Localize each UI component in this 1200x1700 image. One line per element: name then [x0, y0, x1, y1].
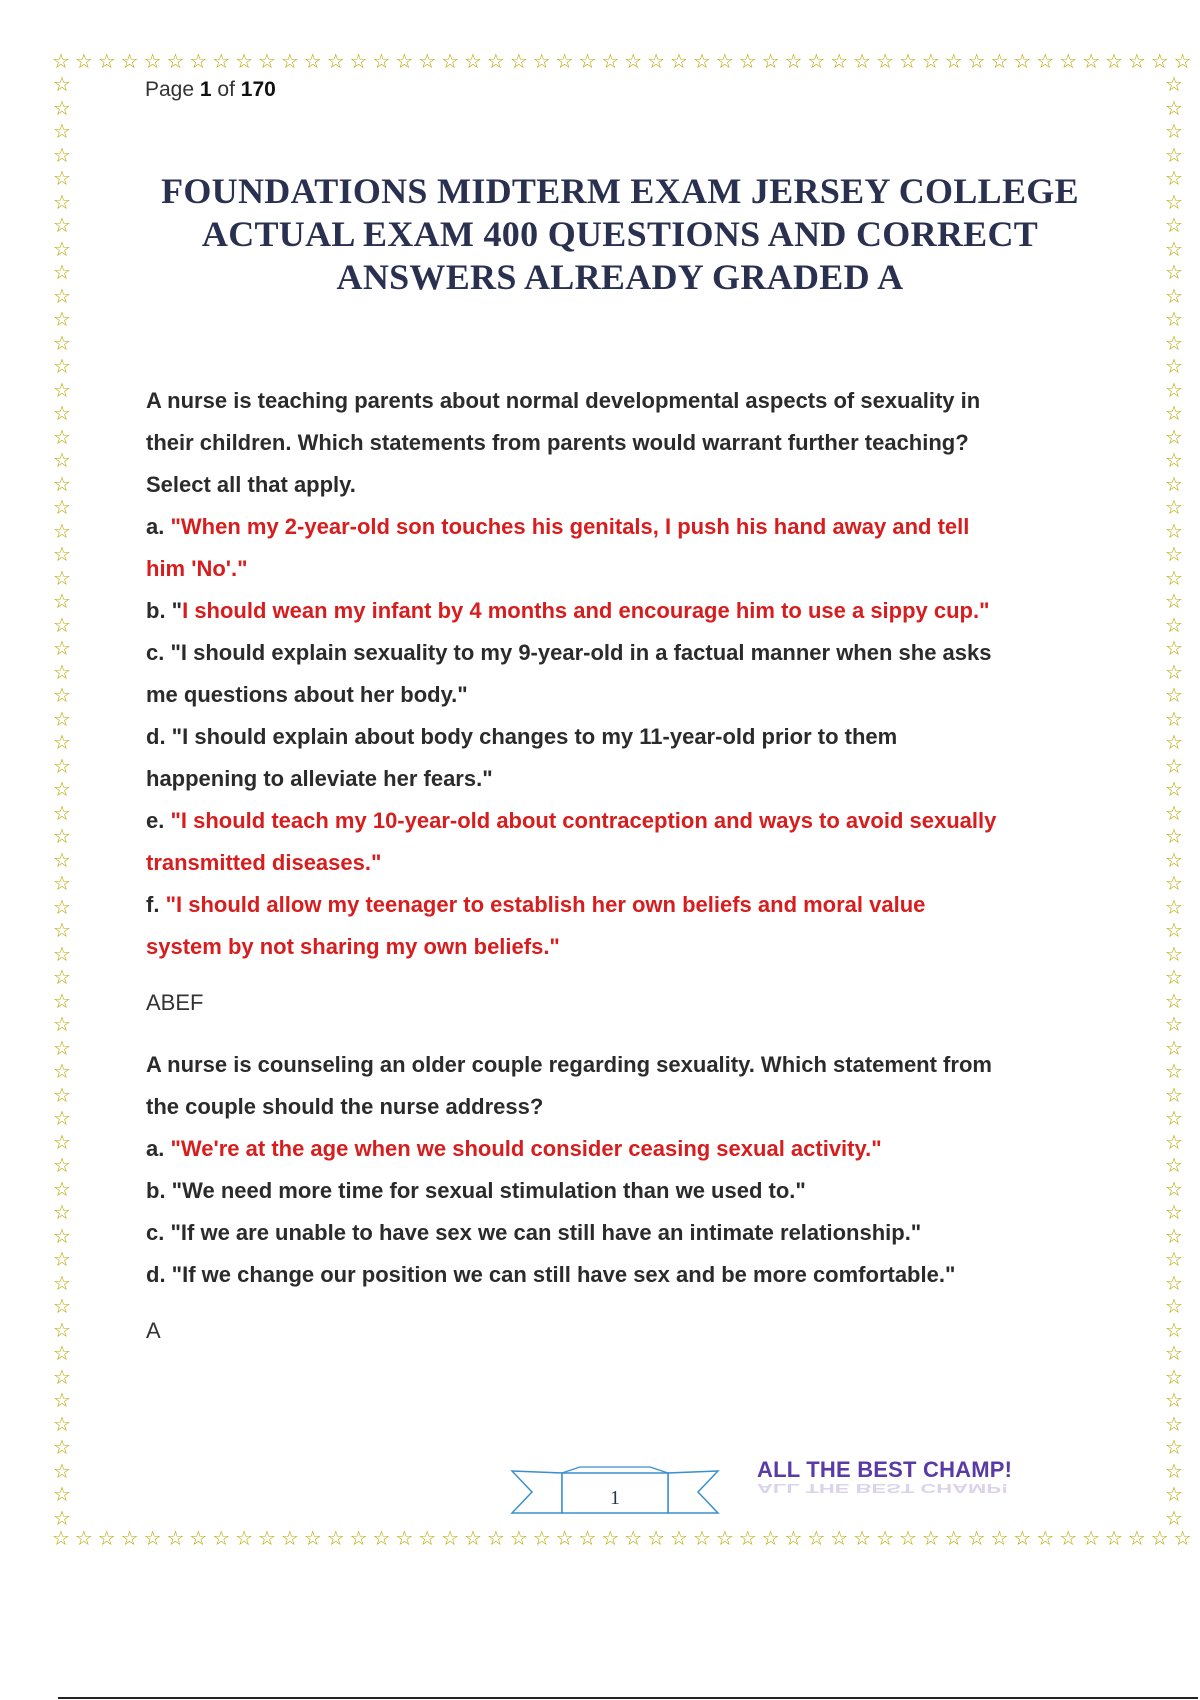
star-icon: ☆: [1165, 74, 1183, 96]
star-icon: ☆: [53, 1082, 71, 1107]
star-icon: ☆: [53, 1411, 71, 1436]
star-icon: ☆: [1165, 518, 1183, 543]
star-icon: ☆: [53, 988, 71, 1013]
title-line-1: FOUNDATIONS MIDTERM EXAM JERSEY COLLEGE: [161, 171, 1079, 211]
star-icon: ☆: [53, 1153, 71, 1177]
option-d-continued: happening to alleviate her fears.": [146, 766, 493, 791]
star-icon: ☆: [303, 51, 322, 73]
question-1-stem-line: Select all that apply.: [146, 472, 356, 497]
star-icon: ☆: [990, 1528, 1009, 1550]
star-icon: ☆: [53, 706, 71, 731]
star-icon: ☆: [280, 51, 299, 73]
star-icon: ☆: [53, 1294, 71, 1318]
star-icon: ☆: [464, 51, 482, 73]
star-border-left: [53, 74, 77, 1528]
star-icon: ☆: [189, 51, 208, 73]
star-icon: ☆: [853, 1528, 872, 1550]
star-icon: ☆: [738, 51, 757, 73]
star-icon: ☆: [53, 1505, 71, 1528]
star-icon: ☆: [143, 1528, 162, 1550]
star-icon: ☆: [1036, 51, 1055, 73]
star-icon: ☆: [1165, 354, 1183, 378]
star-icon: ☆: [555, 51, 574, 73]
star-icon: ☆: [1165, 95, 1183, 120]
star-icon: ☆: [53, 871, 71, 895]
star-icon: ☆: [97, 51, 116, 73]
star-icon: ☆: [1165, 730, 1183, 754]
star-icon: ☆: [53, 1435, 71, 1459]
star-icon: ☆: [372, 51, 391, 73]
star-icon: ☆: [784, 51, 803, 73]
star-icon: ☆: [53, 1012, 71, 1036]
title-line-3: ANSWERS ALREADY GRADED A: [336, 257, 904, 297]
star-icon: ☆: [1059, 51, 1078, 73]
exam-content: [146, 380, 1106, 1372]
star-icon: ☆: [53, 612, 71, 637]
star-icon: ☆: [1165, 542, 1183, 566]
star-icon: ☆: [418, 1528, 437, 1550]
option-letter: d.: [146, 1262, 172, 1287]
star-icon: ☆: [1165, 1270, 1183, 1295]
star-icon: ☆: [807, 1528, 826, 1550]
star-icon: ☆: [235, 1528, 254, 1550]
star-icon: ☆: [1165, 1411, 1183, 1436]
star-icon: ☆: [1165, 988, 1183, 1013]
option-text: "I should explain sexuality to my 9-year-old in a factual manner when she asks: [170, 640, 992, 665]
option-text: "I should explain about body changes to my 11-year-old prior to them: [171, 724, 898, 749]
star-icon: ☆: [143, 51, 162, 73]
star-icon: ☆: [1165, 824, 1183, 848]
star-icon: ☆: [944, 51, 963, 73]
star-icon: ☆: [53, 753, 71, 778]
star-icon: ☆: [1165, 330, 1183, 355]
star-icon: ☆: [120, 51, 139, 73]
star-icon: ☆: [876, 1528, 894, 1550]
star-icon: ☆: [830, 51, 849, 73]
star-icon: ☆: [830, 1528, 849, 1550]
star-icon: ☆: [715, 1528, 734, 1550]
star-icon: ☆: [1165, 777, 1183, 801]
page-indicator-of: of: [211, 78, 241, 101]
star-icon: ☆: [53, 1458, 71, 1483]
page-indicator-prefix: Page: [145, 78, 200, 101]
star-icon: ☆: [1165, 941, 1183, 966]
star-icon: ☆: [692, 51, 711, 73]
star-icon: ☆: [53, 119, 71, 143]
star-icon: ☆: [1165, 753, 1183, 778]
star-icon: ☆: [1165, 1153, 1183, 1177]
footer-page-number: 1: [610, 1487, 620, 1509]
star-icon: ☆: [53, 189, 71, 214]
star-icon: ☆: [1150, 51, 1169, 73]
star-icon: ☆: [53, 518, 71, 543]
star-icon: ☆: [1104, 1528, 1123, 1550]
star-icon: ☆: [1165, 142, 1183, 167]
star-icon: ☆: [326, 51, 345, 73]
star-icon: ☆: [53, 471, 71, 496]
star-icon: ☆: [1165, 471, 1183, 496]
option-e-continued: transmitted diseases.": [146, 850, 382, 875]
option-letter: a.: [146, 1136, 171, 1161]
star-icon: ☆: [53, 1388, 71, 1412]
star-icon: ☆: [1165, 401, 1183, 425]
star-icon: ☆: [52, 1528, 70, 1550]
option-letter: a.: [146, 514, 171, 539]
page-current: 1: [199, 78, 212, 101]
star-icon: ☆: [280, 1528, 299, 1550]
star-icon: ☆: [532, 51, 551, 73]
star-icon: ☆: [1165, 189, 1183, 214]
star-icon: ☆: [1165, 119, 1183, 143]
star-icon: ☆: [53, 847, 71, 872]
star-icon: ☆: [1173, 51, 1192, 73]
star-icon: ☆: [441, 51, 460, 73]
star-icon: ☆: [53, 1176, 71, 1201]
star-icon: ☆: [372, 1528, 391, 1550]
star-icon: ☆: [1165, 1388, 1183, 1412]
star-icon: ☆: [1165, 1176, 1183, 1201]
star-icon: ☆: [189, 1528, 208, 1550]
option-letter: f.: [146, 892, 166, 917]
option-d: [146, 716, 1106, 758]
star-icon: ☆: [464, 1528, 482, 1550]
star-icon: ☆: [1150, 1528, 1169, 1550]
star-icon: ☆: [1165, 1294, 1183, 1318]
star-icon: ☆: [967, 51, 986, 73]
star-icon: ☆: [53, 589, 71, 613]
star-icon: ☆: [1036, 1528, 1055, 1550]
star-icon: ☆: [486, 51, 505, 73]
star-icon: ☆: [1127, 51, 1146, 73]
star-icon: ☆: [1165, 236, 1183, 261]
star-icon: ☆: [670, 1528, 688, 1550]
star-icon: ☆: [1165, 260, 1183, 284]
option-letter: c.: [146, 640, 171, 665]
star-icon: ☆: [1165, 1364, 1183, 1389]
option-a-continued: him 'No'.": [146, 556, 248, 581]
star-icon: ☆: [53, 824, 71, 848]
star-icon: ☆: [97, 1528, 116, 1550]
option-c-continued: me questions about her body.": [146, 682, 468, 707]
star-icon: ☆: [258, 51, 276, 73]
star-icon: ☆: [1165, 871, 1183, 895]
star-icon: ☆: [692, 1528, 711, 1550]
option-b: [146, 590, 1106, 632]
star-icon: ☆: [761, 1528, 780, 1550]
star-icon: ☆: [578, 1528, 597, 1550]
star-icon: ☆: [53, 1223, 71, 1248]
star-icon: ☆: [1013, 1528, 1032, 1550]
option-a: [146, 1128, 1106, 1170]
option-text: "When my 2-year-old son touches his genitals, I push his hand away and tell: [170, 514, 970, 539]
star-icon: ☆: [53, 448, 71, 472]
star-icon: ☆: [1013, 51, 1032, 73]
star-icon: ☆: [1165, 1435, 1183, 1459]
star-icon: ☆: [349, 51, 368, 73]
star-icon: ☆: [53, 1106, 71, 1130]
star-icon: ☆: [624, 1528, 643, 1550]
star-icon: ☆: [1165, 589, 1183, 613]
star-icon: ☆: [486, 1528, 505, 1550]
star-icon: ☆: [807, 51, 826, 73]
star-icon: ☆: [1165, 1012, 1183, 1036]
star-icon: ☆: [53, 95, 71, 120]
star-icon: ☆: [853, 51, 872, 73]
star-icon: ☆: [53, 1364, 71, 1389]
star-icon: ☆: [509, 51, 528, 73]
option-c: [146, 1212, 1106, 1254]
star-icon: ☆: [258, 1528, 276, 1550]
option-letter: b.: [146, 1178, 172, 1203]
star-icon: ☆: [898, 1528, 917, 1550]
star-icon: ☆: [1082, 1528, 1101, 1550]
star-icon: ☆: [1165, 448, 1183, 472]
option-letter: c.: [146, 1220, 171, 1245]
star-icon: ☆: [395, 51, 414, 73]
star-icon: ☆: [53, 800, 71, 825]
star-icon: ☆: [1165, 800, 1183, 825]
star-icon: ☆: [1165, 495, 1183, 519]
star-icon: ☆: [326, 1528, 345, 1550]
star-icon: ☆: [1165, 1482, 1183, 1506]
star-icon: ☆: [647, 1528, 666, 1550]
star-icon: ☆: [53, 918, 71, 942]
star-icon: ☆: [647, 51, 666, 73]
star-icon: ☆: [1165, 166, 1183, 190]
star-icon: ☆: [53, 730, 71, 754]
star-icon: ☆: [53, 565, 71, 590]
star-icon: ☆: [53, 1317, 71, 1342]
question-2-stem-line: A nurse is counseling an older couple regarding sexuality. Which statement from: [146, 1052, 992, 1077]
star-icon: ☆: [944, 1528, 963, 1550]
question-2: [146, 1044, 1106, 1346]
star-icon: ☆: [53, 1341, 71, 1365]
star-icon: ☆: [349, 1528, 368, 1550]
star-icon: ☆: [1165, 1223, 1183, 1248]
option-text: "We're at the age when we should consider ceasing sexual activity.": [170, 1136, 882, 1161]
star-icon: ☆: [53, 166, 71, 190]
star-icon: ☆: [53, 283, 71, 308]
page-bottom-rule: [58, 1697, 1198, 1699]
star-icon: ☆: [53, 142, 71, 167]
star-icon: ☆: [53, 213, 71, 237]
star-icon: ☆: [303, 1528, 322, 1550]
star-icon: ☆: [1165, 1082, 1183, 1107]
star-icon: ☆: [601, 1528, 620, 1550]
star-icon: ☆: [1165, 636, 1183, 660]
star-icon: ☆: [1165, 894, 1183, 919]
star-icon: ☆: [53, 424, 71, 449]
page-total: 170: [240, 78, 276, 101]
star-icon: ☆: [53, 330, 71, 355]
star-icon: ☆: [74, 51, 93, 73]
star-icon: ☆: [921, 51, 940, 73]
star-icon: ☆: [212, 51, 231, 73]
star-icon: ☆: [53, 307, 71, 331]
star-icon: ☆: [53, 777, 71, 801]
star-icon: ☆: [1165, 1200, 1183, 1224]
star-icon: ☆: [166, 1528, 185, 1550]
star-icon: ☆: [1165, 612, 1183, 637]
option-text: "If we change our position we can still have sex and be more comfortable.": [171, 1262, 956, 1287]
star-icon: ☆: [578, 51, 597, 73]
star-icon: ☆: [1165, 683, 1183, 707]
star-icon: ☆: [1165, 1247, 1183, 1271]
star-icon: ☆: [53, 260, 71, 284]
star-icon: ☆: [53, 401, 71, 425]
star-icon: ☆: [1165, 1059, 1183, 1083]
star-icon: ☆: [53, 1200, 71, 1224]
star-icon: ☆: [1165, 1106, 1183, 1130]
star-icon: ☆: [1059, 1528, 1078, 1550]
star-icon: ☆: [441, 1528, 460, 1550]
star-icon: ☆: [53, 941, 71, 966]
star-icon: ☆: [555, 1528, 574, 1550]
star-border-top: [52, 51, 1192, 75]
star-icon: ☆: [53, 1035, 71, 1060]
star-icon: ☆: [1165, 965, 1183, 989]
option-a: [146, 506, 1106, 548]
star-icon: ☆: [921, 1528, 940, 1550]
star-icon: ☆: [53, 542, 71, 566]
footer-motto-reflection: ALL THE BEST CHAMP!: [757, 1481, 1009, 1496]
option-text: "I should allow my teenager to establish her own beliefs and moral value: [165, 892, 926, 917]
star-icon: ☆: [1173, 1528, 1192, 1550]
star-icon: ☆: [53, 1270, 71, 1295]
star-icon: ☆: [601, 51, 620, 73]
star-icon: ☆: [53, 236, 71, 261]
star-icon: ☆: [74, 1528, 93, 1550]
star-icon: ☆: [1165, 659, 1183, 684]
star-icon: ☆: [1165, 307, 1183, 331]
option-text: "I should teach my 10-year-old about contraception and ways to avoid sexually: [170, 808, 997, 833]
question-1-stem-line: their children. Which statements from parents would warrant further teaching?: [146, 430, 969, 455]
option-letter: b. ": [146, 598, 183, 623]
star-icon: ☆: [53, 1059, 71, 1083]
star-icon: ☆: [898, 51, 917, 73]
option-e: [146, 800, 1106, 842]
star-icon: ☆: [53, 377, 71, 402]
star-icon: ☆: [53, 1482, 71, 1506]
star-icon: ☆: [715, 51, 734, 73]
star-border-right: [1165, 74, 1189, 1528]
option-text: I should wean my infant by 4 months and encourage him to use a sippy cup.": [182, 598, 990, 623]
option-c: [146, 632, 1106, 674]
question-2-stem-line: the couple should the nurse address?: [146, 1094, 544, 1119]
star-icon: ☆: [1165, 706, 1183, 731]
star-icon: ☆: [1165, 1458, 1183, 1483]
star-icon: ☆: [784, 1528, 803, 1550]
star-icon: ☆: [53, 894, 71, 919]
option-text: "We need more time for sexual stimulation than we used to.": [171, 1178, 806, 1203]
star-icon: ☆: [1165, 283, 1183, 308]
option-d: [146, 1254, 1106, 1296]
star-icon: ☆: [1165, 918, 1183, 942]
title-line-2: ACTUAL EXAM 400 QUESTIONS AND CORRECT: [201, 214, 1039, 254]
star-icon: ☆: [53, 636, 71, 660]
star-icon: ☆: [53, 74, 71, 96]
answer-key: ABEF: [146, 990, 204, 1015]
star-icon: ☆: [1165, 1129, 1183, 1154]
star-icon: ☆: [1104, 51, 1123, 73]
star-icon: ☆: [1165, 377, 1183, 402]
star-icon: ☆: [624, 51, 643, 73]
star-icon: ☆: [738, 1528, 757, 1550]
star-icon: ☆: [52, 51, 70, 73]
question-1: [146, 380, 1106, 1018]
star-icon: ☆: [532, 1528, 551, 1550]
star-icon: ☆: [1165, 213, 1183, 237]
star-icon: ☆: [1165, 565, 1183, 590]
star-icon: ☆: [1165, 1035, 1183, 1060]
star-icon: ☆: [212, 1528, 231, 1550]
star-icon: ☆: [53, 495, 71, 519]
star-icon: ☆: [1165, 1505, 1183, 1528]
star-icon: ☆: [235, 51, 254, 73]
star-icon: ☆: [876, 51, 894, 73]
star-icon: ☆: [53, 965, 71, 989]
star-icon: ☆: [166, 51, 185, 73]
star-icon: ☆: [509, 1528, 528, 1550]
option-b: [146, 1170, 1106, 1212]
option-text: "If we are unable to have sex we can still have an intimate relationship.": [170, 1220, 922, 1245]
star-icon: ☆: [761, 51, 780, 73]
star-icon: ☆: [1165, 847, 1183, 872]
star-icon: ☆: [395, 1528, 414, 1550]
star-icon: ☆: [418, 51, 437, 73]
star-icon: ☆: [1165, 1341, 1183, 1365]
star-icon: ☆: [53, 354, 71, 378]
star-icon: ☆: [1165, 424, 1183, 449]
option-letter: d.: [146, 724, 172, 749]
page-indicator: [145, 78, 276, 102]
star-icon: ☆: [53, 1247, 71, 1271]
star-border-bottom: [52, 1528, 1192, 1552]
answer-key: A: [146, 1318, 161, 1343]
footer-motto: ALL THE BEST CHAMP!: [757, 1457, 1013, 1482]
star-icon: ☆: [1127, 1528, 1146, 1550]
star-icon: ☆: [990, 51, 1009, 73]
star-icon: ☆: [967, 1528, 986, 1550]
star-icon: ☆: [53, 659, 71, 684]
star-icon: ☆: [670, 51, 688, 73]
question-1-stem-line: A nurse is teaching parents about normal developmental aspects of sexuality in: [146, 388, 981, 413]
star-icon: ☆: [120, 1528, 139, 1550]
option-f: [146, 884, 1106, 926]
option-letter: e.: [146, 808, 171, 833]
document-title: [140, 170, 1100, 299]
star-icon: ☆: [53, 1129, 71, 1154]
star-icon: ☆: [53, 683, 71, 707]
star-icon: ☆: [1165, 1317, 1183, 1342]
star-icon: ☆: [1082, 51, 1101, 73]
option-f-continued: system by not sharing my own beliefs.": [146, 934, 560, 959]
